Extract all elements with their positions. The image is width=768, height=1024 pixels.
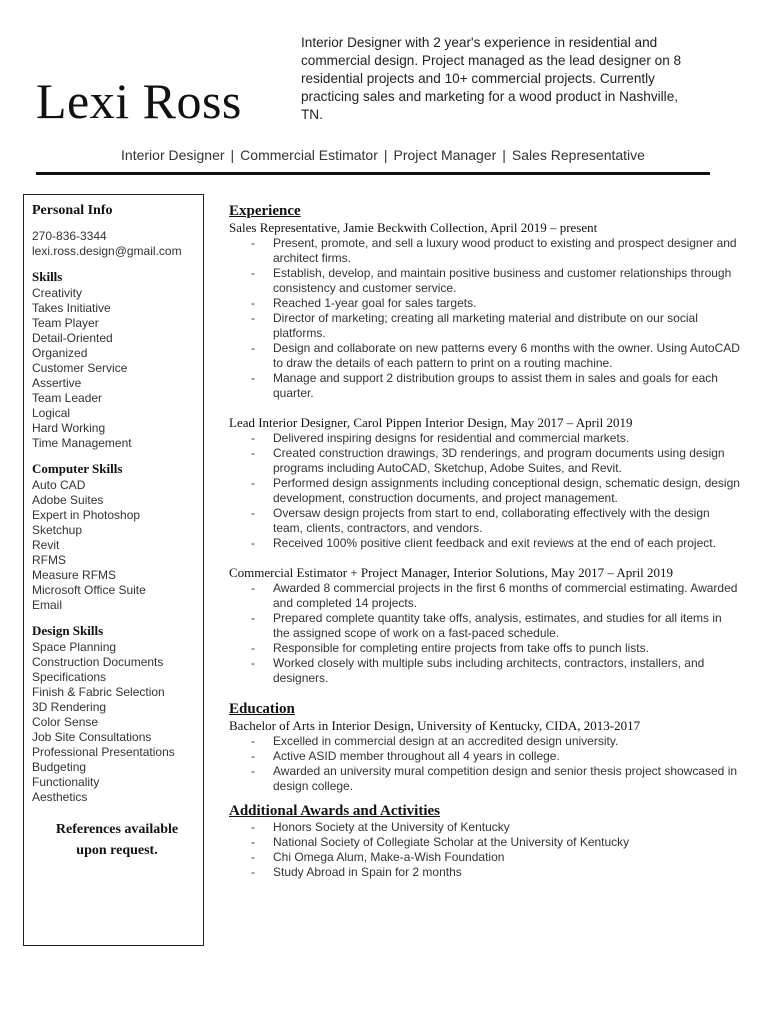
job-title: Commercial Estimator + Project Manager, Interior Solutions, May 2017 – April 2019 bbox=[229, 565, 674, 580]
job-bullet: - Director of marketing; creating all marketing material and distribute on our social platforms. bbox=[273, 311, 741, 341]
job-bullet: - Awarded 8 commercial projects in the first 6 months of commercial estimating. Awarded and completed 14 projects. bbox=[273, 581, 741, 611]
skill-item: Takes Initiative bbox=[32, 301, 111, 315]
title-separator: | bbox=[383, 147, 388, 163]
job-bullet: - Prepared complete quantity take offs, analysis, estimates, and studies for all items in the assigned scope of work on a fast-paced schedule. bbox=[273, 611, 741, 641]
title-project-manager: Project Manager bbox=[393, 147, 497, 163]
skill-item: Time Management bbox=[32, 436, 132, 450]
skill-item: Logical bbox=[32, 406, 71, 420]
job-titles-line bbox=[38, 147, 728, 163]
design-skill-item: Space Planning bbox=[32, 640, 117, 654]
job-bullet: - Manage and support 2 distribution groups to assist them in sales and goals for each quarter. bbox=[273, 371, 741, 401]
job-bullet: - Worked closely with multiple subs including architects, contractors, installers, and designers. bbox=[273, 656, 741, 686]
references-line: upon request. bbox=[76, 843, 158, 858]
award-bullet: - Study Abroad in Spain for 2 months bbox=[273, 865, 741, 880]
references-line: References available bbox=[55, 822, 179, 837]
degree: Bachelor of Arts in Interior Design, University of Kentucky, CIDA, 2013-2017 bbox=[229, 718, 641, 733]
education-bullet: - Excelled in commercial design at an accredited design university. bbox=[273, 734, 741, 749]
education-bullet: - Active ASID member throughout all 4 years in college. bbox=[273, 749, 741, 764]
title-commercial-estimator: Commercial Estimator bbox=[240, 147, 378, 163]
skill-item: Hard Working bbox=[32, 421, 106, 435]
design-skill-item: Construction Documents bbox=[32, 655, 164, 669]
job-bullet: - Received 100% positive client feedback and exit reviews at the end of each project. bbox=[273, 536, 741, 551]
job-entry bbox=[229, 415, 741, 551]
skill-item: Detail-Oriented bbox=[32, 331, 113, 345]
design-skill-item: Job Site Consultations bbox=[32, 730, 152, 744]
computer-skill-item: Email bbox=[32, 598, 63, 612]
job-entry bbox=[229, 220, 741, 401]
skill-item: Organized bbox=[32, 346, 88, 360]
job-bullet: - Responsible for completing entire projects from take offs to punch lists. bbox=[273, 641, 741, 656]
design-skills-list bbox=[32, 640, 203, 805]
computer-skill-item: Microsoft Office Suite bbox=[32, 583, 146, 597]
job-bullet: - Present, promote, and sell a luxury wood product to existing and prospect designer and architect firms. bbox=[273, 236, 741, 266]
personal-info-heading: Personal Info bbox=[32, 203, 113, 218]
job-title: Sales Representative, Jamie Beckwith Collection, April 2019 – present bbox=[229, 220, 598, 235]
job-bullets bbox=[229, 581, 741, 686]
design-skill-item: Aesthetics bbox=[32, 790, 88, 804]
design-skill-item: Functionality bbox=[32, 775, 100, 789]
award-bullet: - Honors Society at the University of Kentucky bbox=[273, 820, 741, 835]
job-bullets bbox=[229, 431, 741, 551]
skills-list bbox=[32, 286, 203, 451]
computer-skills-heading: Computer Skills bbox=[32, 461, 123, 476]
experience-list bbox=[229, 220, 741, 686]
job-bullet: - Design and collaborate on new patterns every 6 months with the owner. Using AutoCAD to draw the details of each pattern to print on a routing machine. bbox=[273, 341, 741, 371]
email-address: lexi.ross.design@gmail.com bbox=[32, 244, 182, 258]
computer-skills-list bbox=[32, 478, 203, 613]
design-skill-item: Finish & Fabric Selection bbox=[32, 685, 165, 699]
skill-item: Assertive bbox=[32, 376, 82, 390]
education-heading: Education bbox=[229, 701, 295, 717]
education-bullet: - Awarded an university mural competition design and senior thesis project showcased in design college. bbox=[273, 764, 741, 794]
award-bullet: - National Society of Collegiate Scholar at the University of Kentucky bbox=[273, 835, 741, 850]
design-skill-item: Color Sense bbox=[32, 715, 99, 729]
skill-item: Team Leader bbox=[32, 391, 103, 405]
computer-skill-item: Adobe Suites bbox=[32, 493, 104, 507]
job-bullet: - Performed design assignments including conceptional design, schematic design, design development, construction documents, and project management. bbox=[273, 476, 741, 506]
computer-skill-item: RFMS bbox=[32, 553, 66, 567]
design-skill-item: Budgeting bbox=[32, 760, 87, 774]
computer-skill-item: Sketchup bbox=[32, 523, 83, 537]
professional-summary: Interior Designer with 2 year's experience in residential and commercial design. Project managed as the lead designer on 8 residential projects and 10+ commercial projects. Currently practicing sales and marketing for a wood product in Nashville, TN. bbox=[301, 35, 682, 122]
job-bullet: - Oversaw design projects from start to end, collaborating effectively with the design team, clients, contractors, and vendors. bbox=[273, 506, 741, 536]
title-interior-designer: Interior Designer bbox=[121, 147, 225, 163]
design-skills-heading: Design Skills bbox=[32, 623, 104, 638]
skill-item: Creativity bbox=[32, 286, 83, 300]
experience-heading: Experience bbox=[229, 203, 301, 219]
skill-item: Customer Service bbox=[32, 361, 128, 375]
skills-heading: Skills bbox=[32, 269, 63, 284]
header-divider bbox=[36, 172, 710, 175]
computer-skill-item: Measure RFMS bbox=[32, 568, 117, 582]
computer-skill-item: Expert in Photoshop bbox=[32, 508, 141, 522]
job-bullet: - Reached 1-year goal for sales targets. bbox=[273, 296, 741, 311]
job-bullet: - Delivered inspiring designs for residential and commercial markets. bbox=[273, 431, 741, 446]
design-skill-item: Professional Presentations bbox=[32, 745, 175, 759]
references-note bbox=[32, 819, 202, 861]
job-bullet: - Establish, develop, and maintain positive business and customer relationships through consistency and customer service. bbox=[273, 266, 741, 296]
skill-item: Team Player bbox=[32, 316, 99, 330]
education-bullets bbox=[229, 734, 741, 794]
job-entry bbox=[229, 565, 741, 686]
awards-bullets bbox=[229, 820, 741, 880]
job-bullet: - Created construction drawings, 3D renderings, and program documents using design programs including AutoCAD, Sketchup, Adobe Suites, and Revit. bbox=[273, 446, 741, 476]
computer-skill-item: Auto CAD bbox=[32, 478, 86, 492]
personal-info-sidebar bbox=[23, 194, 204, 946]
title-sales-representative: Sales Representative bbox=[511, 147, 645, 163]
computer-skill-item: Revit bbox=[32, 538, 60, 552]
title-separator: | bbox=[230, 147, 235, 163]
resume-name: Lexi Ross bbox=[36, 73, 242, 129]
design-skill-item: 3D Rendering bbox=[32, 700, 107, 714]
job-bullets bbox=[229, 236, 741, 401]
awards-heading: Additional Awards and Activities bbox=[229, 803, 441, 819]
job-title: Lead Interior Designer, Carol Pippen Interior Design, May 2017 – April 2019 bbox=[229, 415, 633, 430]
main-content bbox=[229, 202, 741, 880]
design-skill-item: Specifications bbox=[32, 670, 107, 684]
title-separator: | bbox=[502, 147, 506, 163]
award-bullet: - Chi Omega Alum, Make-a-Wish Foundation bbox=[273, 850, 741, 865]
phone-number: 270-836-3344 bbox=[32, 229, 107, 243]
